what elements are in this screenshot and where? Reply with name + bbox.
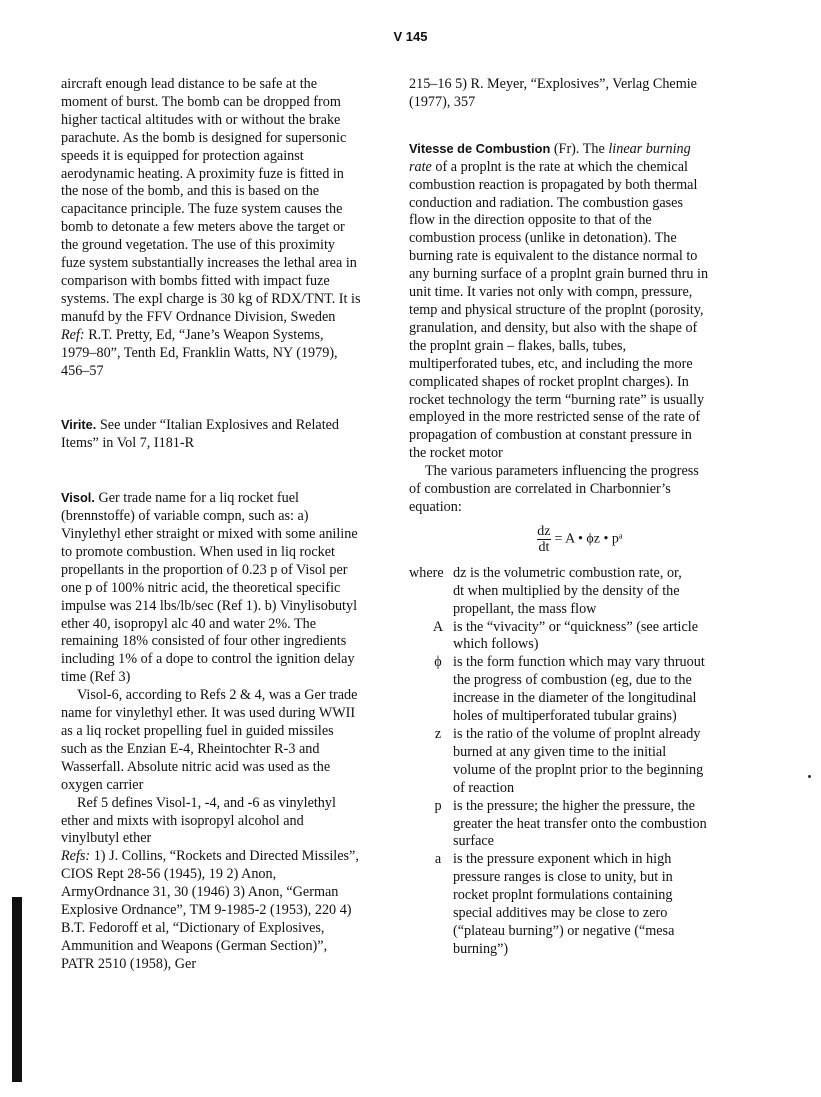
where-line bbox=[409, 565, 711, 583]
continued-text: 215–16 5) R. Meyer, “Explosives”, Verlag Chemie (1977), 357 bbox=[409, 76, 697, 110]
continued-paragraph-text: aircraft enough lead distance to be safe at the moment of burst. The bomb can be dropped from higher tactical altitudes with or without the brake parachute. As the bomb is designed for supersonic speeds it is equipped for protection against aerodynamic heating. A proximity fuze is fitted in the nose of the bomb, and this is based on the capacitance principle. The fuze system causes the bomb to detonate a few meters above the target or the ground vegetation. The use of this proximity fuze system substantially increases the lethal area in comparison with bombs fitted with impact fuze systems. The expl charge is 30 kg of RDX/TNT. It is manufd by the FFV Ordnance Division, Sweden bbox=[61, 76, 361, 325]
term-lang: (Fr). bbox=[550, 140, 580, 157]
virite-text: See under “Italian Explosives and Related Items” in Vol 7, I181-R bbox=[61, 417, 340, 452]
definition-symbol: ϕ bbox=[434, 654, 442, 671]
entry-vitesse bbox=[409, 140, 711, 463]
definition-text: is the form function which may vary thruout the progress of combustion (eg, due to the increase in the diameter of the longitudinal holes of multiperforated tubular grains) bbox=[453, 654, 705, 725]
definition-item bbox=[409, 726, 711, 798]
visol-refs bbox=[61, 848, 361, 973]
definition-item bbox=[409, 619, 711, 655]
where-first-cont: dt when multiplied by the density of the propellant, the mass flow bbox=[453, 582, 680, 617]
entry-virite bbox=[61, 416, 361, 453]
definition-text: is the “vivacity” or “quickness” (see article which follows) bbox=[453, 618, 699, 653]
definition-symbol: p bbox=[434, 797, 442, 814]
where-word: where bbox=[409, 564, 444, 581]
vitesse-para-b: The various parameters influencing the progress of combustion are correlated in Charbonnier’s equation: bbox=[409, 463, 699, 515]
where-first: dz is the volumetric combustion rate, or, bbox=[453, 564, 682, 581]
definition-text: is the pressure exponent which in high pressure ranges is close to unity, but in rocket proplnt formulations containing special additives may be close to zero (“plateau burning”) or negative (“mesa burning”) bbox=[453, 851, 675, 957]
intro-italic: linear burning rate bbox=[409, 140, 691, 175]
term-vitesse: Vitesse de Combustion bbox=[409, 140, 551, 156]
entry-visol bbox=[61, 489, 361, 687]
equation-rhs: = A • ϕz • pᵃ bbox=[554, 531, 623, 547]
visol-refs-label: Refs: bbox=[61, 848, 91, 865]
visol-refs-text: 1) J. Collins, “Rockets and Directed Missiles”, CIOS Rept 28-56 (1945), 19 2) Anon, ArmyOrdnance 31, 30 (1946) 3) Anon, “German Explosive Ordnance”, TM 9-1985-2 (1953), 220 4) B.T. Fedoroff et al, “Dictionary of Explosives, Ammunition and Weapons (German Section)”, PATR 2510 (1958), Ger bbox=[61, 848, 359, 972]
left-column bbox=[61, 76, 361, 974]
right-column bbox=[409, 76, 711, 959]
definition-list bbox=[409, 619, 711, 959]
equation-denominator: dt bbox=[538, 539, 550, 555]
term-virite: Virite. bbox=[61, 417, 97, 433]
page-number: V 145 bbox=[393, 29, 428, 44]
intro-plain: The bbox=[579, 140, 609, 157]
continued-refs-label: Ref: bbox=[61, 326, 85, 343]
margin-bar bbox=[12, 897, 22, 1082]
definition-text: is the pressure; the higher the pressure, the greater the heat transfer onto the combustion surface bbox=[453, 797, 707, 850]
continued-refs-text: R.T. Pretty, Ed, “Jane’s Weapon Systems, 1979–80”, Tenth Ed, Franklin Watts, NY (1979), 456–57 bbox=[61, 326, 338, 379]
definition-item bbox=[409, 851, 711, 958]
vitesse-para-a: of a proplnt is the rate at which the chemical combustion reaction is propagated by both thermal conduction and radiation. The combustion gases flow in the direction opposite to that of the combustion process (unlike in detonation). The burning rate is equivalent to the distance normal to any burning surface of a proplnt grain burned thru in unit time. It varies not only with compn, pressure, temp and physical structure of the proplnt (porosity, granulation, and density, but also with the shape of the proplnt grain – flakes, balls, tubes, multiperforated tubes, etc, and including the more complicated shapes of rocket proplnt charges). In rocket technology the term “burning rate” is usually employed in the more restricted sense of the rate of propagation of combustion at constant pressure in the rocket motor bbox=[409, 158, 709, 462]
definition-symbol: z bbox=[434, 726, 442, 742]
definition-symbol: a bbox=[434, 851, 442, 868]
equation-numerator: dz bbox=[537, 523, 551, 539]
visol-para-a: Ger trade name for a liq rocket fuel (brennstoffe) of variable compn, such as: a) Vinylethyl ether straight or mixed with some aniline to promote combustion. When used in liq rocket propellants in the proportion of 0.23 p of Visol per one p of 100% nitric acid, the theoretical specific impulse was 214 lbs/lb/sec (Ref 1). b) Vinylisobutyl ether 40, isopropyl alc 40 and water 2%. The remaining 18% consisted of four other ingredients including 1% of a dope to control the ignition delay time (Ref 3) bbox=[61, 490, 358, 686]
visol-para-c: Ref 5 defines Visol-1, -4, and -6 as vinylethyl ether and mixts with isopropyl alcohol and vinylbutyl ether bbox=[61, 794, 336, 847]
speck bbox=[808, 775, 811, 778]
charbonnier-equation bbox=[449, 524, 711, 555]
term-visol: Visol. bbox=[61, 490, 95, 506]
definition-text: is the ratio of the volume of proplnt already burned at any given time to the initial volume of the proplnt prior to the beginning of reaction bbox=[453, 726, 704, 796]
definition-symbol: A bbox=[432, 618, 444, 635]
definition-item bbox=[409, 654, 711, 726]
visol-para-b: Visol-6, according to Refs 2 & 4, was a Ger trade name for vinylethyl ether. It was used during WWII as a liq rocket propelling fuel in guided missiles such as the Enzian E-4, Rheintochter R-3 and Wasserfall. Absolute nitric acid was used as the oxygen carrier bbox=[61, 687, 358, 793]
equation-fraction bbox=[537, 524, 550, 555]
definition-item bbox=[409, 798, 711, 852]
continued-paragraph bbox=[61, 76, 361, 380]
